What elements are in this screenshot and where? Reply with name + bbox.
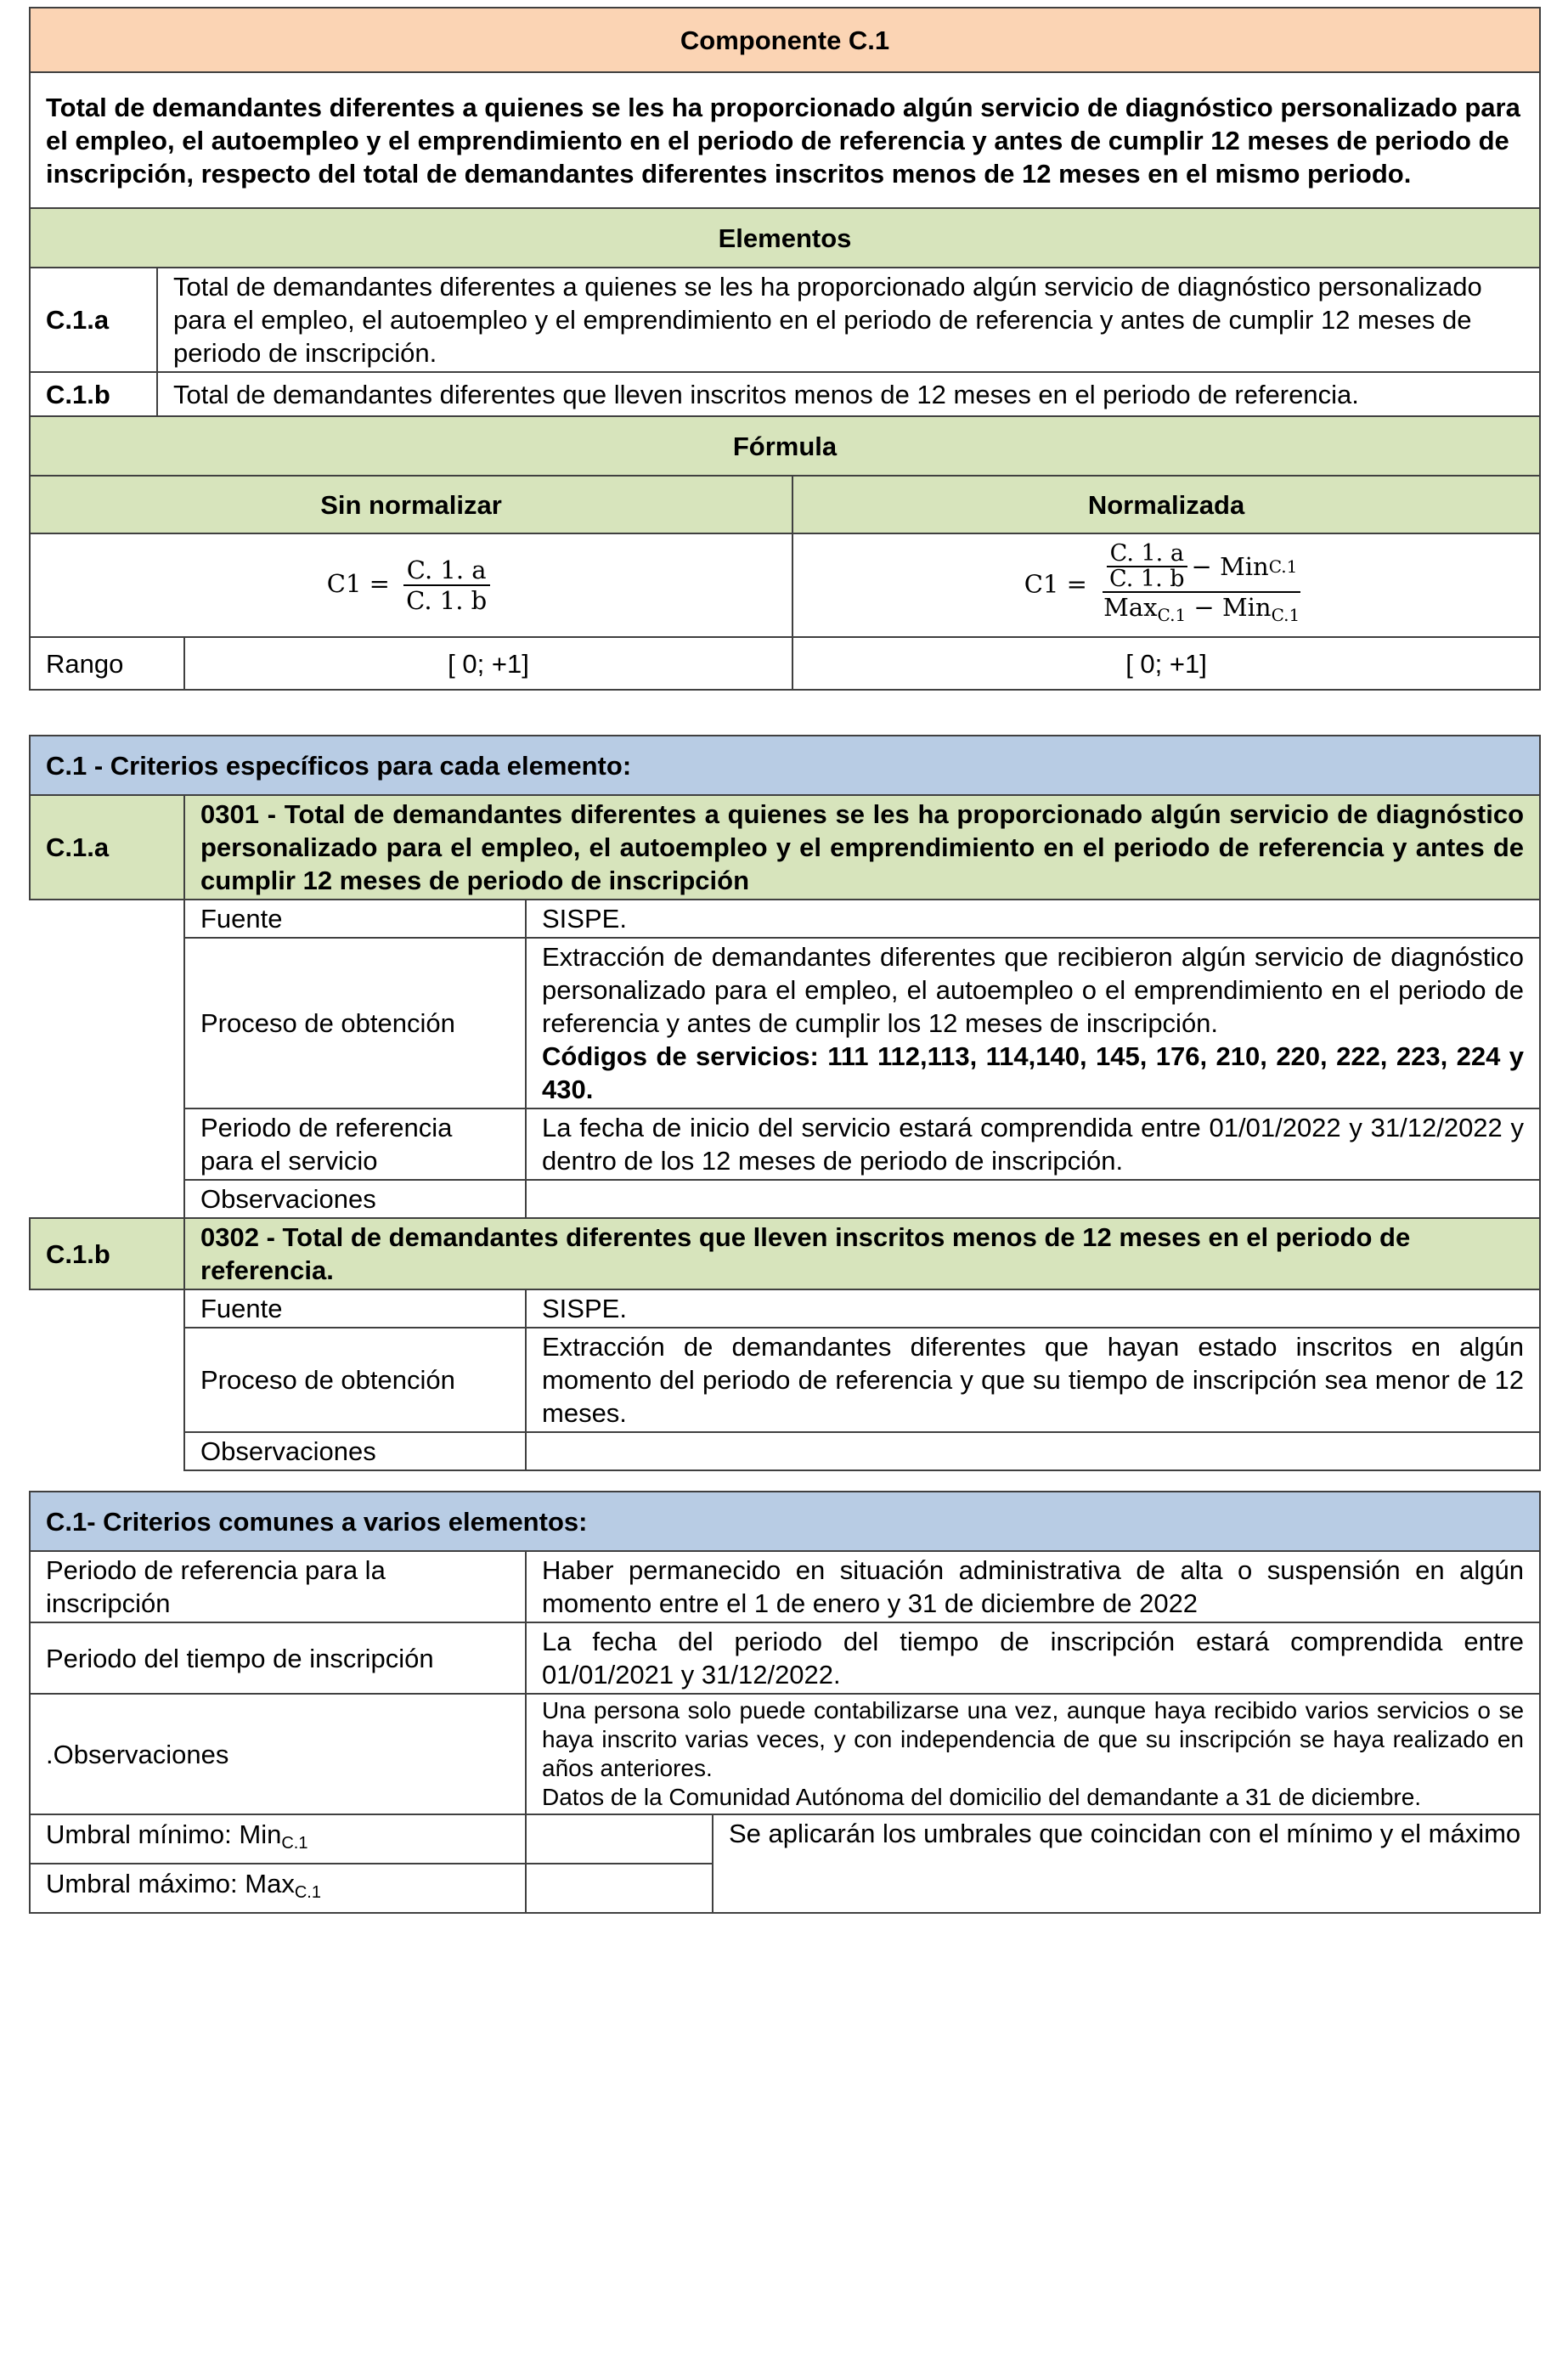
- criterio-b-title: 0302 - Total de demandantes diferentes que lleven inscritos menos de 12 meses en el periodo de referencia.: [184, 1218, 1540, 1289]
- criterio-a-codigos: Códigos de servicios: 111 112,113, 114,140, 145, 176, 210, 220, 222, 223, 224 y 430.: [542, 1041, 1525, 1104]
- rango-normalizada: [ 0; +1]: [792, 637, 1540, 690]
- criterios-comunes-table: [29, 1491, 1541, 1914]
- formula-sin-normalizar: [30, 533, 792, 637]
- criterio-b-code: C.1.b: [30, 1218, 184, 1289]
- criterio-b-obs-label: Observaciones: [184, 1432, 526, 1470]
- criterio-a-proceso: Extracción de demandantes diferentes que recibieron algún servicio de diagnóstico personalizado para el empleo, el autoempleo o el emprendimiento en el periodo de referencia y antes de cumplir los 12 meses de inscripción.: [542, 942, 1525, 1038]
- criterio-a-proceso-label: Proceso de obtención: [184, 938, 526, 1108]
- comunes-periodo-tiempo: La fecha del periodo del tiempo de inscripción estará comprendida entre 01/01/2021 y 31/12/2022.: [526, 1622, 1540, 1694]
- criterio-a-fuente: SISPE.: [526, 900, 1540, 938]
- umbral-min-value: [526, 1814, 713, 1864]
- criterio-a-fuente-label: Fuente: [184, 900, 526, 938]
- umbral-max-value: [526, 1864, 713, 1913]
- umbral-max-label-cell: [30, 1864, 526, 1913]
- umbral-min-sub: C.1: [281, 1834, 308, 1853]
- umbral-note: Se aplicarán los umbrales que coincidan con el mínimo y el máximo: [713, 1814, 1540, 1913]
- spacer: [30, 1328, 184, 1432]
- criterio-b-fuente: SISPE.: [526, 1289, 1540, 1328]
- formula-min-2: Min: [1221, 592, 1272, 622]
- criterio-a-obs: [526, 1180, 1540, 1218]
- spacer: [30, 1289, 184, 1328]
- comunes-periodo-ref-label: Periodo de referencia para la inscripción: [30, 1551, 526, 1622]
- comunes-periodo-ref: Haber permanecido en situación administrativa de alta o suspensión en algún momento entre el 1 de enero y 31 de diciembre de 2022: [526, 1551, 1540, 1622]
- formula-min: Min: [1220, 551, 1269, 581]
- formula-normalizada: [792, 533, 1540, 637]
- criterio-a-proceso-cell: [526, 938, 1540, 1108]
- criterio-b-obs: [526, 1432, 1540, 1470]
- criterio-a-periodo: La fecha de inicio del servicio estará comprendida entre 01/01/2022 y 31/12/2022 y dentro de los 12 meses de periodo de inscripción.: [526, 1108, 1540, 1180]
- componente-description: Total de demandantes diferentes a quienes se les ha proporcionado algún servicio de diagnóstico personalizado para el empleo, el autoempleo y el emprendimiento en el periodo de referencia y antes de cumplir 12 meses de periodo de inscripción, respecto del total de demandantes diferentes inscritos menos de 12 meses en el mismo periodo.: [30, 72, 1540, 208]
- comunes-obs-2: Datos de la Comunidad Autónoma del domicilio del demandante a 31 de diciembre.: [542, 1784, 1422, 1810]
- elementos-header: Elementos: [30, 208, 1540, 268]
- formula-norm-denominator: [1100, 593, 1303, 629]
- spacer: [30, 1108, 184, 1180]
- criterio-b-proceso: Extracción de demandantes diferentes que hayan estado inscritos en algún momento del periodo de referencia y que su tiempo de inscripción sea menor de 12 meses.: [526, 1328, 1540, 1432]
- formula-norm-fraction: [1100, 539, 1303, 629]
- spacer: [30, 900, 184, 938]
- formula-minus: −: [1191, 551, 1212, 581]
- formula-max-sub: C.1: [1157, 604, 1187, 625]
- umbral-max-label: Umbral máximo: Max: [46, 1869, 295, 1898]
- elemento-code-a: C.1.a: [30, 268, 157, 372]
- comunes-obs-cell: [526, 1694, 1540, 1814]
- formula-min-sub: C.1: [1268, 556, 1298, 577]
- rango-label: Rango: [30, 637, 184, 690]
- criterio-b-proceso-label: Proceso de obtención: [184, 1328, 526, 1432]
- formula-fraction: [403, 556, 490, 615]
- criterio-a-periodo-label: Periodo de referencia para el servicio: [184, 1108, 526, 1180]
- spacer: [30, 1432, 184, 1470]
- formula-inner-den: C. 1. b: [1109, 565, 1185, 592]
- formula-header: Fórmula: [30, 416, 1540, 476]
- comunes-obs-1: Una persona solo puede contabilizarse una vez, aunque haya recibido varios servicios o se haya inscrito varias veces, y con independencia de que su inscripción se haya realizado en años anteriores.: [542, 1697, 1525, 1781]
- normalizada-header: Normalizada: [792, 476, 1540, 533]
- elemento-code-b: C.1.b: [30, 372, 157, 416]
- formula-max: Max: [1103, 592, 1158, 622]
- componente-title: Componente C.1: [30, 8, 1540, 72]
- criterio-a-code: C.1.a: [30, 795, 184, 900]
- criterio-b-fuente-label: Fuente: [184, 1289, 526, 1328]
- formula-minus-2: −: [1193, 592, 1215, 622]
- criterio-a-obs-label: Observaciones: [184, 1180, 526, 1218]
- formula-inner-fraction: [1106, 539, 1188, 592]
- comunes-obs-label: .Observaciones: [30, 1694, 526, 1814]
- elemento-text-b: Total de demandantes diferentes que lleven inscritos menos de 12 meses en el periodo de referencia.: [157, 372, 1540, 416]
- comunes-periodo-tiempo-label: Periodo del tiempo de inscripción: [30, 1622, 526, 1694]
- criterio-a-title: 0301 - Total de demandantes diferentes a quienes se les ha proporcionado algún servicio de diagnóstico personalizado para el empleo, el autoempleo y el emprendimiento en el periodo de referencia y antes de cumplir 12 meses de periodo de inscripción: [184, 795, 1540, 900]
- umbral-min-label-cell: [30, 1814, 526, 1864]
- formula-denominator: C. 1. b: [406, 586, 488, 615]
- formula-min-sub-2: C.1: [1271, 604, 1300, 625]
- elemento-text-a: Total de demandantes diferentes a quienes se les ha proporcionado algún servicio de diagnóstico personalizado para el empleo, el autoempleo y el emprendimiento en el periodo de referencia y antes de cumplir 12 meses de periodo de inscripción.: [157, 268, 1540, 372]
- formula-inner-num: C. 1. a: [1107, 542, 1187, 567]
- rango-sin-normalizar: [ 0; +1]: [184, 637, 792, 690]
- spacer: [30, 938, 184, 1108]
- umbral-min-label: Umbral mínimo: Min: [46, 1819, 282, 1849]
- formula-norm-numerator: [1103, 539, 1300, 593]
- formula-norm-lhs: C1 =: [1024, 569, 1087, 598]
- componente-table: [29, 7, 1541, 691]
- formula-lhs: C1 =: [326, 569, 390, 598]
- formula-numerator: C. 1. a: [403, 556, 490, 586]
- spacer: [30, 1180, 184, 1218]
- sin-normalizar-header: Sin normalizar: [30, 476, 792, 533]
- criterios-header: C.1 - Criterios específicos para cada elemento:: [30, 736, 1540, 795]
- umbral-max-sub: C.1: [294, 1883, 321, 1902]
- comunes-header: C.1- Criterios comunes a varios elementos:: [30, 1492, 1540, 1551]
- criterios-especificos-table: [29, 735, 1541, 1471]
